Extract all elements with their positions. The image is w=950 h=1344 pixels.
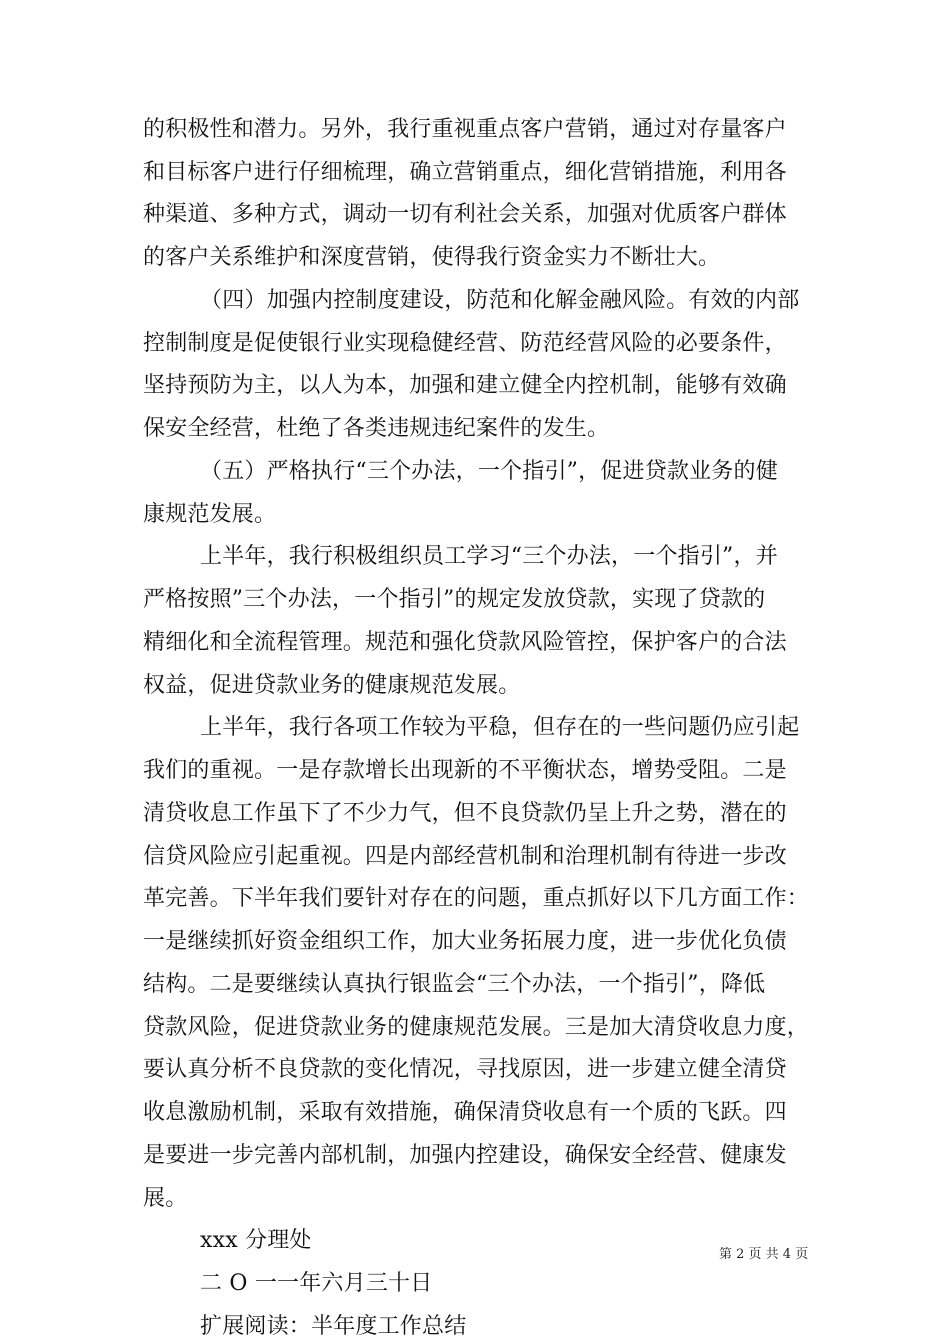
text-line: 革完善。下半年我们要针对存在的问题，重点抓好以下几方面工作：: [143, 886, 810, 911]
text-line: 种渠道、多种方式，调动一切有利社会关系，加强对优质客户群体: [143, 202, 787, 227]
signature-date: 二 O 一一年六月三十日: [200, 1271, 433, 1296]
text-line: 保安全经营，杜绝了各类违规违纪案件的发生。: [143, 416, 610, 441]
text-line: 的积极性和潜力。另外，我行重视重点客户营销，通过对存量客户: [143, 117, 787, 142]
text-line: 康规范发展。: [143, 502, 277, 527]
section-heading-4: （四）加强内控制度建设，防范和化解金融风险。有效的内部: [200, 288, 800, 313]
text-line: 贷款风险，促进贷款业务的健康规范发展。三是加大清贷收息力度，: [143, 1015, 810, 1040]
text-line: 我们的重视。一是存款增长出现新的不平衡状态，增势受阻。二是: [143, 758, 787, 783]
page-number: 第 2 页 共 4 页: [719, 1247, 809, 1262]
signature-office: xxx 分理处: [200, 1228, 312, 1253]
text-line: 坚持预防为主，以人为本，加强和建立健全内控机制，能够有效确: [143, 373, 787, 398]
text-line: 清贷收息工作虽下了不少力气，但不良贷款仍呈上升之势，潜在的: [143, 801, 787, 826]
text-line: 要认真分析不良贷款的变化情况，寻找原因，进一步建立健全清贷: [143, 1057, 787, 1082]
paragraph-first-line: 上半年，我行积极组织员工学习“三个办法，一个指引”，并: [200, 544, 778, 569]
paragraph-first-line: 上半年，我行各项工作较为平稳，但存在的一些问题仍应引起: [200, 715, 800, 740]
text-line: 信贷风险应引起重视。四是内部经营机制和治理机制有待进一步改: [143, 844, 787, 869]
text-line: 权益，促进贷款业务的健康规范发展。: [143, 673, 521, 698]
text-line: 严格按照”三个办法，一个指引”的规定发放贷款，实现了贷款的: [143, 587, 766, 612]
text-line: 一是继续抓好资金组织工作，加大业务拓展力度，进一步优化负债: [143, 929, 787, 954]
text-line: 收息激励机制，采取有效措施，确保清贷收息有一个质的飞跃。四: [143, 1100, 787, 1125]
section-heading-5: （五）严格执行“三个办法，一个指引”，促进贷款业务的健: [200, 459, 778, 484]
text-line: 控制制度是促使银行业实现稳健经营、防范经营风险的必要条件，: [143, 331, 787, 356]
text-line: 精细化和全流程管理。规范和强化贷款风险管控，保护客户的合法: [143, 630, 787, 655]
extended-reading-label: 扩展阅读：半年度工作总结: [200, 1314, 467, 1339]
text-line: 的客户关系维护和深度营销，使得我行资金实力不断壮大。: [143, 245, 721, 270]
text-line: 和目标客户进行仔细梳理，确立营销重点，细化营销措施，利用各: [143, 160, 787, 185]
text-line: 结构。二是要继续认真执行银监会“三个办法，一个指引”，降低: [143, 972, 766, 997]
text-line: 展。: [143, 1186, 188, 1211]
text-line: 是要进一步完善内部机制，加强内控建设，确保安全经营、健康发: [143, 1143, 787, 1168]
